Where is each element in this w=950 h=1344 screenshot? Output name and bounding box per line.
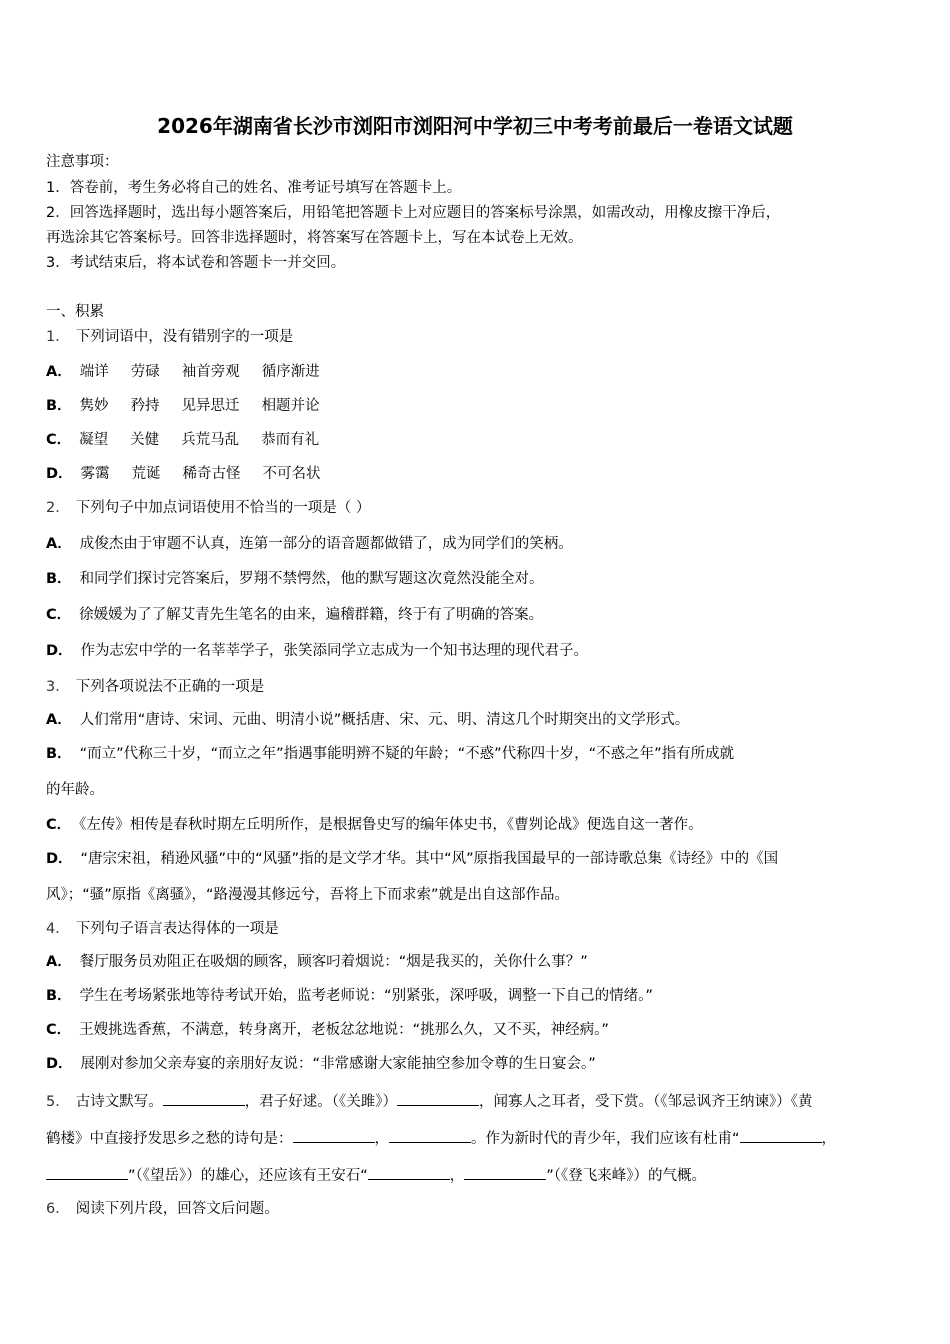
option-word: 相题并论 xyxy=(261,398,320,414)
question-5-line-2 xyxy=(46,1126,916,1149)
notice-item-3: 3．考试结束后，将本试卷和答题卡一并交回。 xyxy=(46,255,346,271)
answer-blank[interactable] xyxy=(389,1126,471,1143)
option-label: B． xyxy=(46,571,72,587)
option-word: 劳碌 xyxy=(130,364,160,380)
answer-blank[interactable] xyxy=(163,1089,245,1106)
option-label: C． xyxy=(46,432,72,448)
q5-text: 鹤楼》中直接抒发思乡之愁的诗句是： xyxy=(46,1131,293,1147)
question-number: 3． xyxy=(46,679,70,695)
option-text: 餐厅服务员劝阻正在吸烟的顾客，顾客叼着烟说：“烟是我买的，关你什么事？” xyxy=(79,954,588,970)
option-label: B． xyxy=(46,988,72,1004)
q1-option-a xyxy=(46,362,916,382)
option-word: 荒诞 xyxy=(131,466,161,482)
option-label: A． xyxy=(46,954,72,970)
question-text: 下列词语中，没有错别字的一项是 xyxy=(75,329,294,345)
q3-option-d xyxy=(46,849,916,869)
q2-option-a xyxy=(46,534,916,554)
notice-heading: 注意事项： xyxy=(46,154,119,170)
question-number: 6． xyxy=(46,1201,70,1217)
option-word: 隽妙 xyxy=(79,398,109,414)
option-label: C． xyxy=(46,1022,72,1038)
question-number: 2． xyxy=(46,500,70,516)
option-word: 稀奇古怪 xyxy=(182,466,241,482)
question-5-line-1 xyxy=(46,1089,916,1112)
notice-item-1: 1．答卷前，考生务必将自己的姓名、准考证号填写在答题卡上。 xyxy=(46,180,462,196)
answer-blank[interactable] xyxy=(740,1126,822,1143)
notice-item-2: 2．回答选择题时，选出每小题答案后，用铅笔把答题卡上对应题目的答案标号涂黑，如需改动，用橡皮擦干净后， xyxy=(46,205,781,221)
question-text: 下列各项说法不正确的一项是 xyxy=(75,679,265,695)
option-label: D． xyxy=(46,466,73,482)
option-label: A． xyxy=(46,712,72,728)
option-text: 《左传》相传是春秋时期左丘明所作，是根据鲁史写的编年体史书，《曹刿论战》便选自这一著作。 xyxy=(79,817,703,833)
option-text: 王嫂挑选香蕉，不满意，转身离开，老板忿忿地说：“挑那么久，又不买，神经病。” xyxy=(79,1022,609,1038)
q2-option-b xyxy=(46,569,916,589)
option-text: 成俊杰由于审题不认真，连第一部分的语音题都做错了，成为同学们的笑柄。 xyxy=(79,536,573,552)
option-label: C． xyxy=(46,817,72,833)
notice-item-2-cont: 再选涂其它答案标号。回答非选择题时，将答案写在答题卡上，写在本试卷上无效。 xyxy=(46,230,583,246)
q5-text: 古诗文默写。 xyxy=(75,1094,163,1110)
option-word: 端详 xyxy=(79,364,109,380)
question-text: 下列句子中加点词语使用不恰当的一项是（ ） xyxy=(75,500,371,516)
q4-option-a xyxy=(46,952,916,972)
q3-option-d-cont: 风》；“骚”原指《离骚》，“路漫漫其修远兮，吾将上下而求索”就是出自这部作品。 xyxy=(46,887,570,903)
option-text: 徐媛媛为了了解艾青先生笔名的由来，遍稽群籍，终于有了明确的答案。 xyxy=(79,607,544,623)
section-heading: 一、积累 xyxy=(46,304,104,320)
option-text: 和同学们探讨完答案后，罗翔不禁愕然，他的默写题这次竟然没能全对。 xyxy=(79,571,544,587)
option-label: D． xyxy=(46,851,73,867)
option-label: B． xyxy=(46,398,72,414)
q5-text: ”（《登飞来峰》）的气概。 xyxy=(546,1168,707,1184)
option-label: B． xyxy=(46,746,72,762)
q3-option-c xyxy=(46,815,916,835)
option-word: 凝望 xyxy=(79,432,109,448)
option-label: A． xyxy=(46,364,72,380)
option-label: D． xyxy=(46,1056,73,1072)
question-text: 下列句子语言表达得体的一项是 xyxy=(75,921,279,937)
q4-option-d xyxy=(46,1054,916,1074)
q5-text: ， xyxy=(449,1168,465,1184)
answer-blank[interactable] xyxy=(368,1163,450,1180)
answer-blank[interactable] xyxy=(464,1163,546,1180)
question-6 xyxy=(46,1199,916,1219)
q3-option-a xyxy=(46,710,916,730)
option-word: 循序渐进 xyxy=(261,364,320,380)
q5-text: ，君子好逑。（《关雎》） xyxy=(244,1094,397,1110)
option-label: D． xyxy=(46,643,73,659)
q1-option-c xyxy=(46,430,916,450)
question-3 xyxy=(46,677,916,697)
option-text: 人们常用“唐诗、宋词、元曲、明清小说”概括唐、宋、元、明、清这几个时期突出的文学形式。 xyxy=(79,712,690,728)
option-text: 学生在考场紧张地等待考试开始，监考老师说：“别紧张，深呼吸，调整一下自己的情绪。” xyxy=(79,988,653,1004)
option-word: 兵荒马乱 xyxy=(181,432,240,448)
option-text: 展刚对参加父亲寿宴的亲朋好友说：“非常感谢大家能抽空参加令尊的生日宴会。” xyxy=(80,1056,596,1072)
question-5-line-3 xyxy=(46,1163,916,1186)
q1-option-d xyxy=(46,464,916,484)
q5-text: 。作为新时代的青少年，我们应该有杜甫“ xyxy=(471,1131,740,1147)
q4-option-c xyxy=(46,1020,916,1040)
q2-option-d xyxy=(46,641,916,661)
q1-option-b xyxy=(46,396,916,416)
option-word: 恭而有礼 xyxy=(261,432,320,448)
q3-option-b xyxy=(46,744,916,764)
q5-text: ，闻寡人之耳者，受下赏。（《邹忌讽齐王纳谏》）《黄 xyxy=(478,1094,813,1110)
question-4 xyxy=(46,919,916,939)
q4-option-b xyxy=(46,986,916,1006)
exam-title: 2026年湖南省长沙市浏阳市浏阳河中学初三中考考前最后一卷语文试题 xyxy=(157,114,793,138)
option-word: 袖首旁观 xyxy=(181,364,240,380)
option-label: C． xyxy=(46,607,72,623)
question-text: 阅读下列片段，回答文后问题。 xyxy=(75,1201,279,1217)
option-text: “唐宗宋祖，稍逊风骚”中的“风骚”指的是文学才华。其中“风”原指我国最早的一部诗歌总集《诗经》中的《国 xyxy=(80,851,779,867)
q5-text: ， xyxy=(374,1131,389,1147)
option-text: 作为志宏中学的一名莘莘学子，张笑添同学立志成为一个知书达理的现代君子。 xyxy=(80,643,589,659)
option-word: 见异思迁 xyxy=(181,398,240,414)
option-word: 不可名状 xyxy=(262,466,321,482)
q2-option-c xyxy=(46,605,916,625)
question-2 xyxy=(46,498,916,518)
q5-text: ， xyxy=(821,1131,837,1147)
question-number: 1． xyxy=(46,329,70,345)
option-text: “而立”代称三十岁，“而立之年”指遇事能明辨不疑的年龄；“不惑”代称四十岁，“不惑之年”指有所成就 xyxy=(79,746,735,762)
question-number: 4． xyxy=(46,921,70,937)
answer-blank[interactable] xyxy=(46,1163,128,1180)
q5-text: ”（《望岳》）的雄心，还应该有王安石“ xyxy=(128,1168,368,1184)
option-word: 关健 xyxy=(130,432,160,448)
q3-option-b-cont: 的年龄。 xyxy=(46,782,104,798)
option-label: A． xyxy=(46,536,72,552)
option-word: 矜持 xyxy=(130,398,160,414)
option-word: 雾霭 xyxy=(80,466,110,482)
answer-blank[interactable] xyxy=(293,1126,375,1143)
question-number: 5． xyxy=(46,1094,70,1110)
answer-blank[interactable] xyxy=(397,1089,479,1106)
question-1 xyxy=(46,327,916,347)
